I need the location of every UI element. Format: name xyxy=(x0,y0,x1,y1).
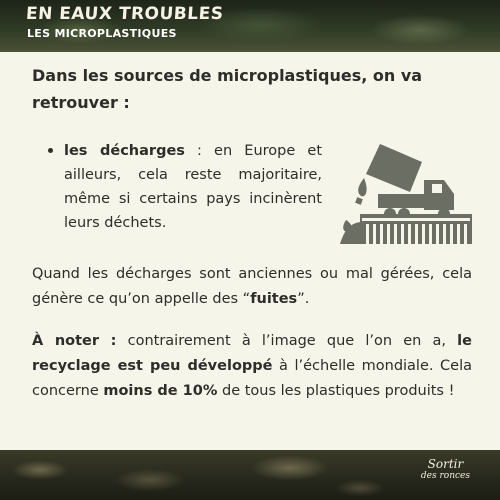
note-emphasis-recycling: le recyclage est peu développé xyxy=(32,333,472,374)
brand-name: Sortir xyxy=(427,457,464,471)
brand-logo xyxy=(421,457,470,482)
dump-truck-icon xyxy=(340,136,472,244)
content-card xyxy=(0,52,500,450)
leaks-text: Quand les décharges sont anciennes ou mal gérées, cela génère ce qu’on appelle des “ xyxy=(32,266,472,307)
bullet-item xyxy=(64,139,322,235)
leaks-paragraph xyxy=(32,262,472,312)
bullet-dot xyxy=(48,148,53,153)
note-emphasis-percent: moins de 10% xyxy=(103,383,218,399)
intro-text: Dans les sources de microplastiques, on va retrouver : xyxy=(32,66,423,112)
header-band xyxy=(0,0,500,52)
note-text-1: contrairement à l’image que l’on en a, xyxy=(116,333,458,349)
bullet-description: : en Europe et ailleurs, cela reste majoritaire, même si certains pays incinèrent leurs déchets. xyxy=(64,143,323,231)
leaks-end: ”. xyxy=(297,291,310,307)
note-paragraph xyxy=(32,329,472,404)
subtitle: LES MICROPLASTIQUES xyxy=(27,27,177,40)
note-text-3: de tous les plastiques produits ! xyxy=(217,383,455,399)
leaks-emphasis: fuites xyxy=(250,291,298,307)
note-label: À noter : xyxy=(32,333,117,349)
bullet-term: les décharges xyxy=(64,143,185,159)
brand-tagline: des ronces xyxy=(420,471,470,481)
footer-band xyxy=(0,450,500,500)
note-text-2: à l’échelle mondiale. Cela concerne xyxy=(32,358,472,399)
series-title: EN EAUX TROUBLES xyxy=(25,4,225,24)
